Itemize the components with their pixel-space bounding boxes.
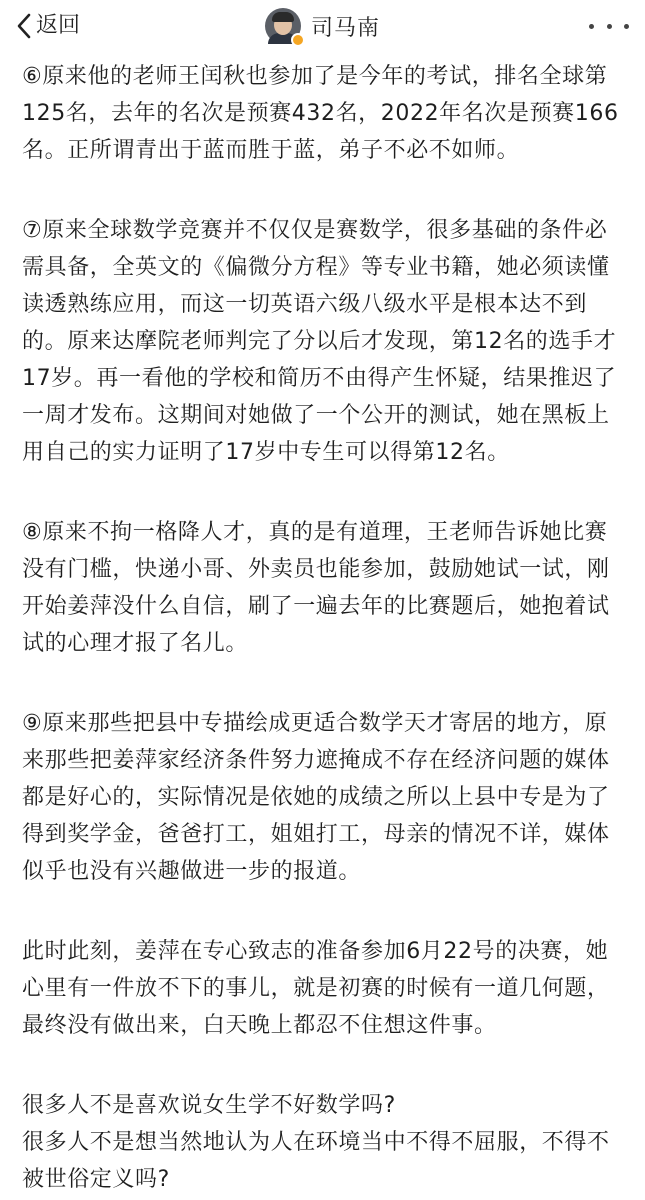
paragraph-6: ⑥原来他的老师王闰秋也参加了是今年的考试，排名全球第125名，去年的名次是预赛432名，2022年名次是预赛166名。正所谓青出于蓝而胜于蓝，弟子不必不如师。	[22, 64, 619, 163]
more-options-button[interactable]	[589, 14, 629, 38]
more-dot-icon	[624, 24, 629, 29]
paragraph-9: ⑨原来那些把县中专描绘成更适合数学天才寄居的地方，原来那些把姜萍家经济条件努力遮掩成不存在经济问题的媒体都是好心的，实际情况是依她的成绩之所以上县中专是为了得到奖学金，爸爸打工，姐姐打工，母亲的情况不详，媒体似乎也没有兴趣做进一步的报道。	[22, 711, 610, 884]
closing-line-1: 很多人不是喜欢说女生学不好数学吗?	[22, 1093, 396, 1118]
avatar-hair	[272, 12, 294, 22]
paragraph-7: ⑦原来全球数学竞赛并不仅仅是赛数学，很多基础的条件必需具备，全英文的《偏微分方程》等专业书籍，她必须读懂读透熟练应用，而这一切英语六级八级水平是根本达不到的。原来达摩院老师判完了分以后才发现，第12名的选手才17岁。再一看他的学校和简历不由得产生怀疑，结果推迟了一周才发布。这期间对她做了一个公开的测试，她在黑板上用自己的实力证明了17岁中专生可以得第12名。	[22, 218, 617, 465]
author-name[interactable]: 司马南	[311, 15, 381, 41]
closing-line-2: 很多人不是想当然地认为人在环境当中不得不屈服，不得不被世俗定义吗?	[22, 1130, 610, 1192]
article-body	[22, 58, 623, 1198]
paragraph-8: ⑧原来不拘一格降人才，真的是有道理，王老师告诉她比赛没有门槛，快递小哥、外卖员也能参加，鼓励她试一试，刚开始姜萍没什么自信，刷了一遍去年的比赛题后，她抱着试试的心理才报了名儿。	[22, 520, 610, 656]
avatar[interactable]	[265, 8, 301, 44]
author-info[interactable]	[265, 6, 380, 46]
top-navigation-bar	[0, 0, 645, 52]
back-button[interactable]	[16, 8, 80, 44]
more-dot-icon	[607, 24, 612, 29]
verified-badge-icon	[291, 33, 305, 47]
back-label: 返回	[36, 13, 81, 38]
more-dot-icon	[589, 24, 594, 29]
paragraph-now: 此时此刻，姜萍在专心致志的准备参加6月22号的决赛，她心里有一件放不下的事儿，就是初赛的时候有一道几何题，最终没有做出来，白天晚上都忍不住想这件事。	[22, 939, 610, 1038]
chevron-left-icon	[16, 13, 32, 39]
